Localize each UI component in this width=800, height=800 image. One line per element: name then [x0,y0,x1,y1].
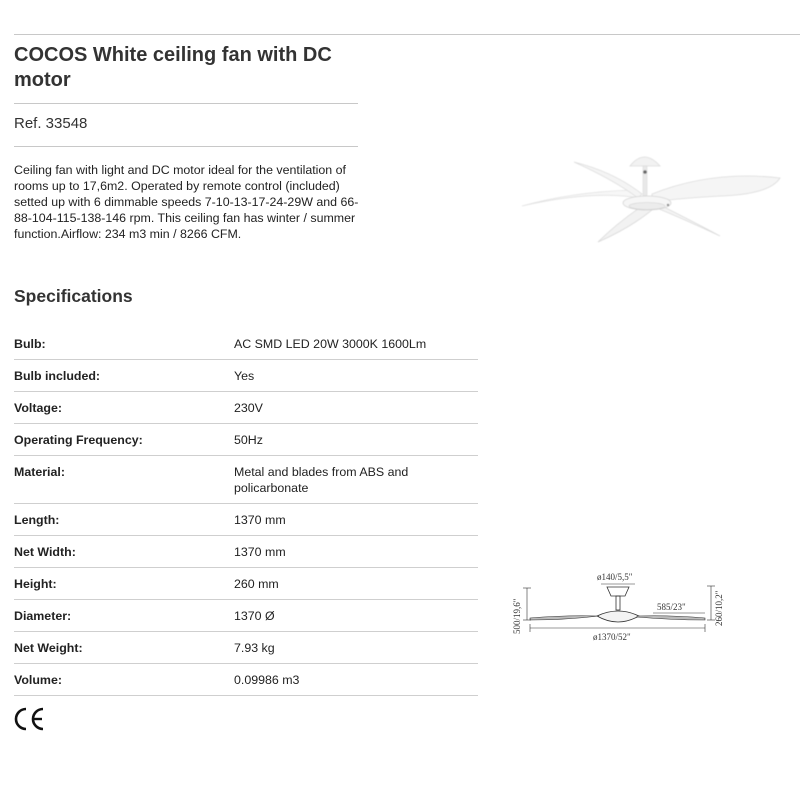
spec-label: Material: [14,456,234,504]
spec-row-bulb [14,328,478,360]
spec-value: AC SMD LED 20W 3000K 1600Lm [234,328,478,360]
spec-label: Net Width: [14,536,234,568]
spec-row-bulb-included [14,360,478,392]
spec-value: 260 mm [234,568,478,600]
spec-value: 50Hz [234,424,478,456]
spec-value: 1370 Ø [234,600,478,632]
spec-label: Diameter: [14,600,234,632]
spec-label: Operating Frequency: [14,424,234,456]
spec-value: 0.09986 m3 [234,664,478,696]
top-divider [14,34,800,35]
spec-value: 1370 mm [234,536,478,568]
spec-value: 7.93 kg [234,632,478,664]
spec-value: 1370 mm [234,504,478,536]
spec-row-height [14,568,478,600]
spec-value: Yes [234,360,478,392]
product-reference: Ref. 33548 [14,115,88,132]
diameter-dimension-label: ø1370/52" [593,632,631,642]
height-dimension-label: 260/10,2" [714,590,724,626]
product-description: Ceiling fan with light and DC motor ideal for the ventilation of rooms up to 17,6m2. Operated by remote control (included) setted up with 6 dimmable speeds 7-10-13-17-24-29W and 66-88-104-115-138-146 rpm. This ceiling fan has winter / summer function.Airflow: 234 m3 min / 8266 CFM. [14,163,359,241]
spec-label: Height: [14,568,234,600]
spec-label: Net Weight: [14,632,234,664]
spec-label: Bulb included: [14,360,234,392]
spec-row-voltage [14,392,478,424]
specifications-table [14,328,478,696]
drop-dimension-label: 500/19,6" [512,598,522,634]
fan-product-image [502,150,784,250]
ce-mark-icon [12,706,46,732]
specifications-heading: Specifications [14,286,133,306]
spec-row-length [14,504,478,536]
dimension-diagram [505,570,735,655]
spec-label: Bulb: [14,328,234,360]
spec-row-diameter [14,600,478,632]
spec-row-material [14,456,478,504]
spec-row-frequency [14,424,478,456]
blade-dimension-label: 585/23" [657,602,686,612]
spec-value: Metal and blades from ABS and policarbonate [234,456,478,504]
spec-value: 230V [234,392,478,424]
spec-row-volume [14,664,478,696]
spec-row-net-width [14,536,478,568]
spec-row-net-weight [14,632,478,664]
title-divider [14,103,358,104]
spec-label: Volume: [14,664,234,696]
spec-label: Length: [14,504,234,536]
canopy-dimension-label: ø140/5,5" [597,572,633,582]
ref-divider [14,146,358,147]
spec-label: Voltage: [14,392,234,424]
product-title: COCOS White ceiling fan with DC motor [14,44,332,91]
